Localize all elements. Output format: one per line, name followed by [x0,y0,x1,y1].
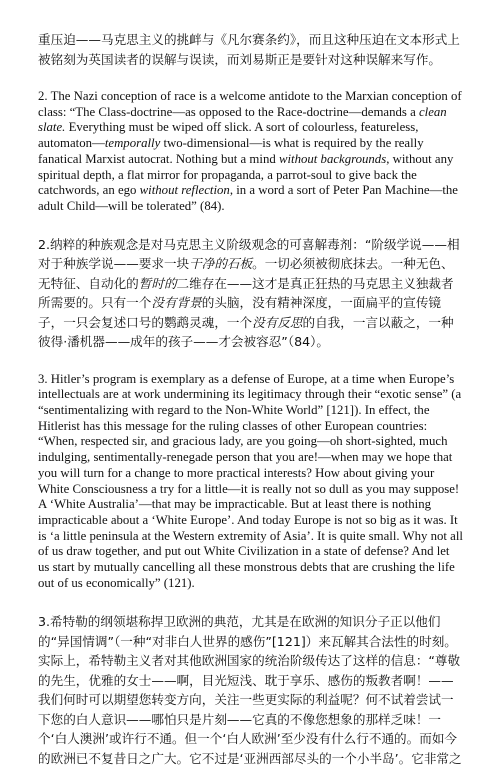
text-run: Everything must be wiped off slick. A sort of colourless, featureless, automaton— [38,120,419,151]
paragraph-chinese-point-3 [38,612,464,768]
paragraph-chinese-point-2 [38,235,464,352]
italic-text-run: 没有背景 [151,295,202,311]
text-run: 重压迫——马克思主义的挑衅与《凡尔赛条约》，而且这种压迫在文本形式上被铭刻为英国读者的误解与误读，而刘易斯正是要针对这种误解来写作。 [38,32,460,67]
italic-text-run: without backgrounds [278,151,387,166]
text-run: 2. The Nazi conception of race is a welcome antidote to the Marxian conception of class: “The Class-doctrine—as opposed to the Race-doctrine—demands a [38,89,462,119]
text-run: , without any spiritual depth, a flat mirror for propaganda, a parrot-soul to give back the catchwords, an ego [38,151,454,198]
text-run: 3.希特勒的纲领堪称捍卫欧洲的典范，尤其是在欧洲的知识分子正以他们的“异国情调”（一种“对非白人世界的感伤”[121]）来瓦解其合法性的时刻。实际上，希特勒主义者对其他欧洲国家的统治阶级传达了这样的信息：“尊敬的先生，优雅的女士——啊，目光短浅、耽于享乐、感伤的叛教者啊！——我们何时可以期望您转变方向，关注一些更实际的利益呢？何不试着尝试一下您的白人意识——哪怕只是片刻——它真的不像您想象的那样乏味！一个‘白人澳洲’或许行不通。但一个‘白人欧洲’至少没有什么行不通的。而如今的欧洲已不复昔日之广大。它不过是‘亚洲西部尽头的一个小半岛’。它非常之 [38,614,462,766]
text-run: 二维存在——这才是真正狂热的马克思主义独裁者所需要的。只有一个 [38,275,454,311]
text-run: 。一切必须被彻底抹去。一种无色、无特征、自动化的 [38,256,454,291]
italic-text-run: 干净的石板 [189,256,253,272]
text-run: 的头脑，没有精神深度，一面扁平的宣传镜子，一只会复述口号的鹦鹉灵魂，一个 [38,295,441,330]
italic-text-run: temporally [104,136,161,151]
text-run: 3. Hitler’s program is exemplary as a defense of Europe, at a time when Europe’s intellectuals are at work undermining its legitimacy through their “exotic sense” (a “sentimentalizing with regard to the Non-White World” [121]). In effect, the Hitlerist has this message for the ruling classes of other European countries: “When, respected sir, and gracious lady, are you going—oh short-sighted, much indulging, sentimentally-renegade person that you are!—when may we hope that you will turn for a change to more practical interests? How about giving your White Consciousness a try for a little—it is really not so dull as you may suppose! A ‘White Australia’—that may be impracticable. But at least there is nothing impracticable about a ‘White Europe’. And today Europe is not so big as it was. It is ‘a little peninsula at the Western extremity of Asia’. It is quite small. Why not all of us draw together, and put out White Civilization in a state of defense? And let us start by mutually cancelling all these monstrous debts that are crushing the life out of us economically” (121). [38,371,463,590]
text-run: 的自我，一言以蔽之，一种彼得·潘机器——成年的孩子——才会被容忍”（84）。 [38,314,454,350]
text-run: , in a word a sort of Peter Pan Machine—the adult Child—will be tolerated” (84). [38,183,458,213]
text-run: two-dimensional—is what is required by the really fanatical Marxist autocrat. Nothing but a mind [38,136,424,166]
text-run: 2.纳粹的种族观念是对马克思主义阶级观念的可喜解毒剂：“阶级学说——相对于种族学说——要求一块 [38,236,460,272]
paragraph-english-point-2 [38,89,464,215]
italic-text-run: clean slate. [38,104,447,135]
paragraph-chinese-intro [38,30,464,69]
italic-text-run: 没有反思 [252,314,303,330]
italic-text-run: 暂时的 [138,275,177,291]
paragraph-english-point-3 [38,372,464,592]
italic-text-run: without reflection [139,183,230,198]
